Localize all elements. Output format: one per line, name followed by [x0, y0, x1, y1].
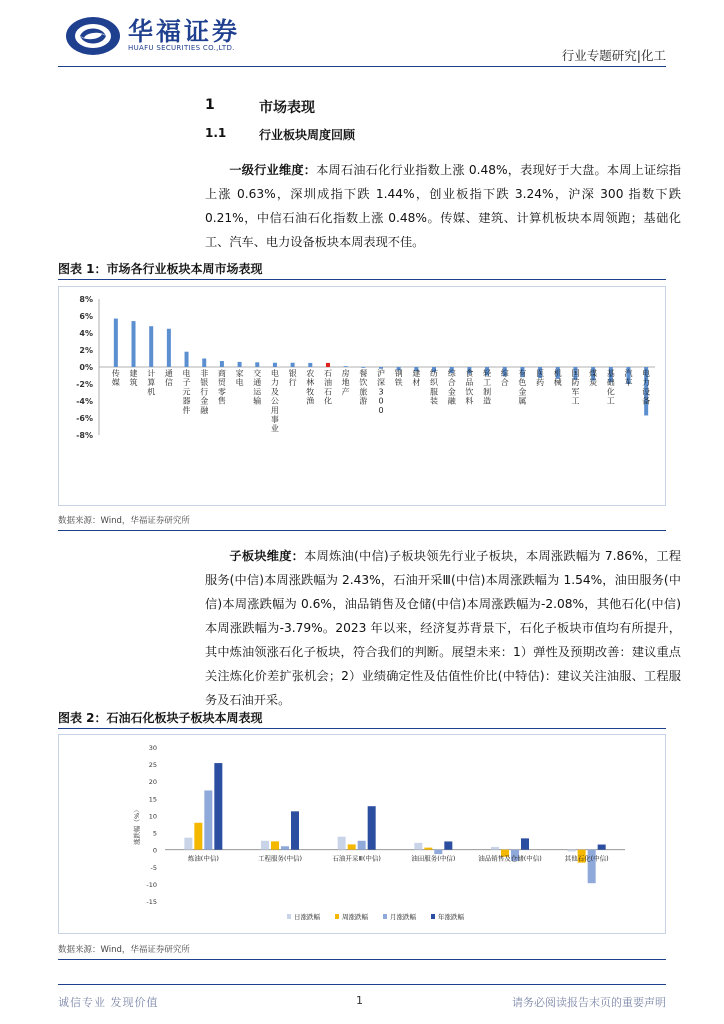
report-category: 行业专题研究|化工 [561, 48, 666, 63]
paragraph-text: 本周炼油(中信)子板块领先行业子板块，本周涨跌幅为 7.86%，工程服务(中信)本周涨跌幅为 2.43%，石油开采Ⅲ(中信)本周涨跌幅为 1.54%，油田服务(中信)本周涨跌幅为 0.6%，油品销售及仓储(中信)本周涨跌幅为-2.08%，其他石化(中信)本周涨跌幅为-3.79%。2023 年以来，经济复苏背景下，石化子板块市值均有所提升，其中炼油领涨石化子板块，符合我们的判断。展望未来：1）弹性及预期改善：建议重点关注炼化价差扩张机会；2）业绩确定性及估值性价比(中特估)：建议关注油服、工程服务及石油开采。 [205, 549, 682, 707]
category-label: 建筑 [129, 369, 138, 388]
y-tick-label: 30 [148, 744, 157, 752]
legend-swatch [287, 914, 291, 919]
footer-divider [58, 984, 666, 985]
paragraph-text: 本周石油石化行业指数上涨 0.48%，表现好于大盘。本周上证综指上涨 0.63%，深圳成指下跌 1.44%，创业板指下跌 3.24%，沪深 300 指数下跌 0.21%，中信石油石化指数上涨 0.48%。传媒、建筑、计算机板块本周领跑；基础化工、汽车、电力设备板块本周表现不佳。 [205, 163, 681, 249]
bar [271, 841, 279, 849]
category-label: 农林牧渔 [306, 369, 315, 406]
bar [214, 763, 222, 850]
y-tick-label: 2% [79, 346, 93, 355]
legend-swatch [431, 914, 435, 919]
category-label: 油田服务(中信) [411, 854, 456, 863]
category-label: 油品销售及仓储(中信) [478, 854, 542, 863]
figure2-source: 数据来源：Wind，华福证券研究所 [58, 945, 190, 955]
category-label: 房地产 [341, 369, 350, 397]
category-label: 沪深 3 0 0 [377, 369, 385, 415]
y-tick-label: 25 [148, 761, 157, 770]
bar [521, 838, 529, 849]
bar [194, 823, 202, 850]
category-label: 家电 [235, 369, 244, 388]
y-tick-label: 4% [79, 329, 93, 338]
bar [414, 843, 422, 850]
y-tick-label: 20 [148, 778, 157, 787]
bar [281, 846, 289, 849]
footer-slogan: 诚信专业 发现价值 [58, 996, 159, 1009]
y-tick-label: -4% [76, 397, 93, 406]
legend-label: 年涨跌幅 [438, 913, 464, 921]
industry-bar-chart [59, 287, 665, 505]
figure1-source: 数据来源：Wind，华福证券研究所 [58, 516, 190, 526]
y-tick-label: -15 [146, 898, 157, 906]
bar [255, 362, 259, 367]
logo-mark-icon [64, 14, 122, 58]
category-label: 医药 [536, 369, 545, 388]
bar [326, 363, 330, 367]
category-label: 餐饮旅游 [359, 369, 368, 406]
category-label: 综合金融 [447, 369, 456, 406]
category-label: 其他石化(中信) [564, 854, 609, 863]
bar [434, 850, 442, 854]
category-label: 机械 [553, 369, 562, 388]
category-label: 石油开采Ⅲ(中信) [332, 854, 381, 863]
bar [361, 367, 365, 368]
bar [184, 838, 192, 850]
bar [167, 329, 171, 367]
bar [220, 361, 224, 367]
figure1-chart-frame [58, 286, 666, 506]
y-tick-label: -10 [146, 880, 157, 889]
category-label: 电力设备 [642, 369, 651, 406]
legend-swatch [383, 914, 387, 919]
y-tick-label: 0 [152, 846, 157, 855]
logo-en-text: HUAFU SECURITIES CO.,LTD. [128, 44, 235, 52]
category-label: 商贸零售 [217, 369, 226, 406]
category-label: 传媒 [111, 369, 120, 388]
category-label: 轻工制造 [483, 369, 492, 406]
category-label: 建材 [412, 369, 421, 388]
category-label: 银行 [288, 369, 297, 388]
bar [273, 363, 277, 367]
figure2-title-row [58, 711, 666, 729]
category-label: 汽车 [624, 369, 633, 388]
legend-label: 月涨跌幅 [390, 913, 416, 921]
figure2-bottom-rule [58, 959, 666, 960]
category-label: 有色金属 [518, 369, 527, 406]
category-label: 国防军工 [571, 369, 580, 406]
category-label: 非银行金融 [200, 369, 209, 415]
figure2-title: 图表 2：石油石化板块子板块本周表现 [58, 711, 263, 725]
y-axis-title: 涨跌幅（%） [133, 806, 141, 846]
y-tick-label: -8% [76, 431, 93, 440]
logo-cn-text: 华福证券 [128, 17, 241, 46]
bar [261, 841, 269, 850]
legend-label: 周涨跌幅 [342, 913, 368, 921]
paragraph-subsector [205, 544, 681, 712]
paragraph-lead: 一级行业维度： [229, 163, 317, 177]
paragraph-lead: 子板块维度： [229, 549, 305, 563]
category-label: 交通运输 [253, 369, 262, 406]
bar [491, 847, 499, 850]
bar [291, 811, 299, 849]
bar [358, 841, 366, 850]
legend-label: 日涨跌幅 [294, 913, 320, 921]
category-label: 钢铁 [394, 369, 403, 388]
bar [444, 841, 452, 849]
bar [344, 366, 348, 367]
category-label: 食品饮料 [465, 369, 474, 406]
y-tick-label: 0% [79, 363, 93, 372]
bar [114, 319, 118, 367]
bar [291, 363, 295, 367]
paragraph-industry [205, 158, 681, 254]
y-tick-label: 5 [152, 829, 157, 838]
bar [185, 352, 189, 367]
bar [202, 359, 206, 368]
bar [368, 806, 376, 849]
figure1-title-row [58, 262, 666, 280]
category-label: 计算机 [147, 369, 156, 397]
category-label: 基础化工 [606, 369, 615, 406]
y-tick-label: -5 [150, 863, 157, 872]
bar [348, 844, 356, 849]
category-label: 通信 [164, 369, 173, 388]
category-label: 炼油(中信) [187, 854, 219, 863]
bar [568, 850, 576, 852]
bar [308, 363, 312, 367]
category-label: 煤炭 [589, 369, 598, 388]
category-label: 电子元器件 [182, 369, 191, 415]
figure1-title: 图表 1：市场各行业板块本周市场表现 [58, 262, 263, 276]
bar [204, 790, 212, 849]
bar [238, 362, 242, 367]
y-tick-label: 6% [79, 312, 93, 321]
header-divider [58, 66, 666, 67]
y-tick-label: -2% [76, 380, 93, 389]
figure1-bottom-rule [58, 530, 666, 531]
bar [338, 837, 346, 850]
section-number: 1 [205, 97, 215, 113]
footer-disclaimer: 请务必阅读报告末页的重要声明 [512, 996, 666, 1009]
y-tick-label: 8% [79, 295, 93, 304]
section-title: 市场表现 [259, 100, 315, 116]
figure2-chart-frame [58, 734, 666, 934]
category-label: 石油石化 [323, 369, 332, 406]
legend-swatch [335, 914, 339, 919]
bar [598, 845, 606, 850]
page-number: 1 [356, 994, 363, 1007]
category-label: 电力及公用事业 [270, 369, 279, 434]
bar [132, 321, 136, 367]
subsector-bar-chart [59, 735, 665, 933]
y-tick-label: -6% [76, 414, 93, 423]
y-tick-label: 15 [148, 795, 157, 804]
subsection-title: 行业板块周度回顾 [259, 128, 356, 142]
subsection-number: 1.1 [205, 126, 227, 140]
category-label: 综合 [500, 369, 509, 388]
bar [149, 326, 153, 367]
category-label: 工程服务(中信) [257, 854, 303, 863]
y-tick-label: 10 [148, 812, 157, 821]
bar [424, 848, 432, 850]
category-label: 纺织服装 [430, 369, 439, 406]
